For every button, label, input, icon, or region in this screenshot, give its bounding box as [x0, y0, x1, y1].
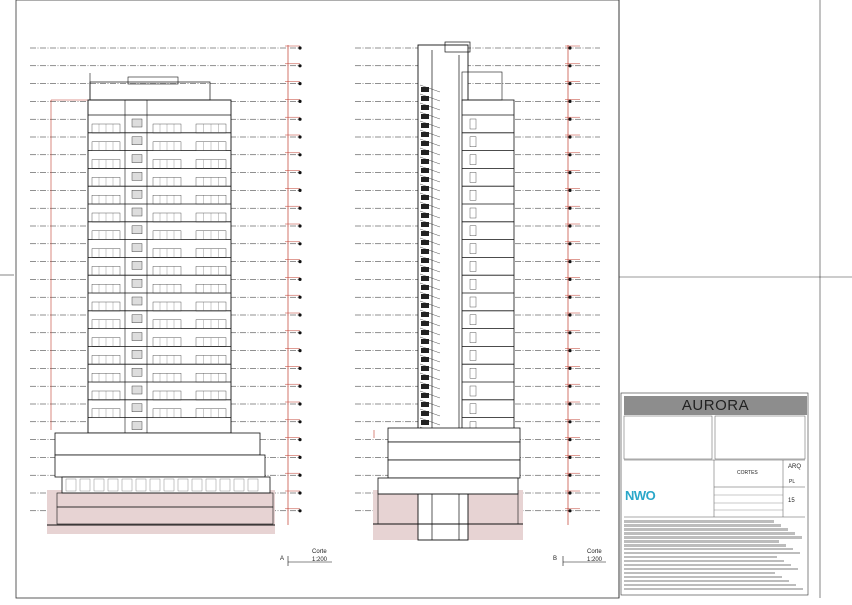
level-marker-dot: [568, 278, 571, 281]
level-marker-dot: [298, 491, 301, 494]
stair-hatch: [421, 114, 429, 119]
level-marker-dot: [298, 153, 301, 156]
stair-hatch: [421, 384, 429, 389]
titleblock-owner-box: [624, 416, 712, 459]
level-marker-dot: [298, 207, 301, 210]
level-marker-dot: [298, 456, 301, 459]
level-marker-dot: [298, 331, 301, 334]
level-marker-dot: [298, 224, 301, 227]
section-a-label: Corte: [312, 549, 327, 555]
level-marker-dot: [298, 474, 301, 477]
stair-hatch: [421, 159, 429, 164]
note-line: [624, 576, 782, 579]
level-marker-dot: [298, 296, 301, 299]
elevator-door-a: [132, 137, 142, 145]
elevator-door-a: [132, 279, 142, 287]
basement-1-b: [378, 478, 518, 494]
podium-a: [55, 433, 260, 455]
level-marker-dot: [298, 82, 301, 85]
section-b-letter: B: [553, 556, 558, 562]
level-marker-dot: [568, 171, 571, 174]
stair-hatch: [421, 276, 429, 281]
stair-hatch: [421, 123, 429, 128]
level-marker-dot: [568, 402, 571, 405]
level-marker-dot: [568, 474, 571, 477]
stair-hatch: [421, 402, 429, 407]
stair-hatch: [421, 231, 429, 236]
level-marker-dot: [568, 349, 571, 352]
stair-hatch: [421, 150, 429, 155]
phase-code: PL: [789, 479, 796, 485]
stair-hatch: [421, 375, 429, 380]
note-line: [624, 548, 793, 551]
note-line: [624, 520, 774, 523]
note-line: [624, 580, 789, 583]
level-marker-dot: [568, 491, 571, 494]
level-marker-dot: [568, 118, 571, 121]
note-line: [624, 540, 779, 543]
level-marker-dot: [298, 385, 301, 388]
podium-b: [388, 428, 520, 442]
stair-hatch: [421, 240, 429, 245]
roof-parapet-a: [90, 82, 210, 100]
level-marker-dot: [568, 82, 571, 85]
level-marker-dot: [568, 153, 571, 156]
level-marker-dot: [298, 242, 301, 245]
elevator-door-a: [132, 261, 142, 269]
stair-hatch: [421, 411, 429, 416]
note-line: [624, 568, 798, 571]
elevator-door-a: [132, 315, 142, 323]
level-marker-dot: [298, 64, 301, 67]
stair-hatch: [421, 420, 429, 425]
level-marker-dot: [568, 367, 571, 370]
elevator-door-a: [132, 368, 142, 376]
stair-hatch: [421, 366, 429, 371]
elevator-door-a: [132, 155, 142, 163]
level-marker-dot: [568, 189, 571, 192]
section-a-scale: 1:200: [312, 557, 328, 563]
stair-hatch: [421, 87, 429, 92]
level-marker-dot: [298, 349, 301, 352]
level-marker-dot: [568, 46, 571, 49]
stair-hatch: [421, 249, 429, 254]
level-marker-dot: [568, 224, 571, 227]
level-marker-dot: [568, 420, 571, 423]
stair-hatch: [421, 186, 429, 191]
elevator-door-a: [132, 190, 142, 198]
level-marker-dot: [298, 260, 301, 263]
ground-level-a: [62, 477, 270, 493]
note-line: [624, 572, 775, 575]
titleblock-author-box: [715, 416, 805, 459]
elevator-door-a: [132, 297, 142, 305]
stair-hatch: [421, 213, 429, 218]
elevator-door-a: [132, 350, 142, 358]
level-marker-dot: [298, 278, 301, 281]
project-title-bar: AURORA: [624, 396, 807, 415]
firm-logo: NWO: [625, 488, 656, 503]
level-marker-dot: [568, 509, 571, 512]
section-b-label: Corte: [587, 549, 602, 555]
elevator-door-a: [132, 226, 142, 234]
level-marker-dot: [298, 46, 301, 49]
level-marker-dot: [298, 402, 301, 405]
stair-hatch: [421, 285, 429, 290]
stair-hatch: [421, 204, 429, 209]
ground-level-b: [388, 460, 520, 478]
stair-hatch: [421, 294, 429, 299]
stair-hatch: [421, 168, 429, 173]
stair-hatch: [421, 132, 429, 137]
stair-hatch: [421, 312, 429, 317]
level-marker-dot: [568, 135, 571, 138]
note-line: [624, 564, 791, 567]
level-marker-dot: [568, 100, 571, 103]
section-a-letter: A: [280, 556, 285, 562]
stair-hatch: [421, 105, 429, 110]
note-line: [624, 524, 781, 527]
discipline-code: ARQ: [788, 464, 802, 470]
level-marker-dot: [298, 438, 301, 441]
section-b-scale: 1:200: [587, 557, 603, 563]
stair-hatch: [421, 330, 429, 335]
elevator-door-a: [132, 119, 142, 127]
stair-hatch: [421, 357, 429, 362]
note-line: [624, 556, 777, 559]
stair-hatch: [421, 303, 429, 308]
level-marker-dot: [298, 100, 301, 103]
roof-machine-room-a: [128, 77, 178, 84]
elevator-door-a: [132, 244, 142, 252]
stair-hatch: [421, 177, 429, 182]
podium-level-a: [55, 455, 265, 477]
stair-hatch: [421, 222, 429, 227]
drawing-title: CORTES: [737, 470, 758, 476]
stair-hatch: [421, 267, 429, 272]
note-line: [624, 552, 800, 555]
stair-hatch: [421, 141, 429, 146]
stair-hatch: [421, 258, 429, 263]
level-marker-dot: [298, 118, 301, 121]
stair-hatch: [421, 96, 429, 101]
elevator-door-a: [132, 422, 142, 430]
stair-hatch: [421, 339, 429, 344]
stair-hatch: [421, 195, 429, 200]
stair-hatch: [421, 393, 429, 398]
podium-level-b: [388, 442, 520, 460]
note-line: [624, 560, 784, 563]
level-marker-dot: [568, 313, 571, 316]
level-marker-dot: [568, 296, 571, 299]
elevator-door-a: [132, 386, 142, 394]
level-marker-dot: [298, 420, 301, 423]
sheet-number: 15: [788, 498, 795, 504]
elevator-door-a: [132, 333, 142, 341]
elevator-door-a: [132, 404, 142, 412]
note-line: [624, 532, 795, 535]
elevator-door-a: [132, 208, 142, 216]
basement-fill-a: [47, 490, 275, 534]
level-marker-dot: [298, 313, 301, 316]
level-marker-dot: [298, 135, 301, 138]
level-marker-dot: [568, 438, 571, 441]
general-notes-block: [624, 520, 805, 595]
level-marker-dot: [298, 171, 301, 174]
level-marker-dot: [298, 509, 301, 512]
note-line: [624, 544, 786, 547]
level-marker-dot: [568, 242, 571, 245]
level-marker-dot: [568, 385, 571, 388]
level-marker-dot: [568, 456, 571, 459]
note-line: [624, 584, 796, 587]
level-marker-dot: [298, 367, 301, 370]
note-line: [624, 588, 803, 591]
elevator-door-a: [132, 172, 142, 180]
note-line: [624, 536, 802, 539]
level-marker-dot: [298, 189, 301, 192]
note-line: [624, 528, 788, 531]
level-marker-dot: [568, 207, 571, 210]
level-marker-dot: [568, 260, 571, 263]
level-marker-dot: [568, 331, 571, 334]
level-marker-dot: [568, 64, 571, 67]
stair-hatch: [421, 321, 429, 326]
stair-hatch: [421, 348, 429, 353]
tower-b-units: [462, 100, 514, 433]
